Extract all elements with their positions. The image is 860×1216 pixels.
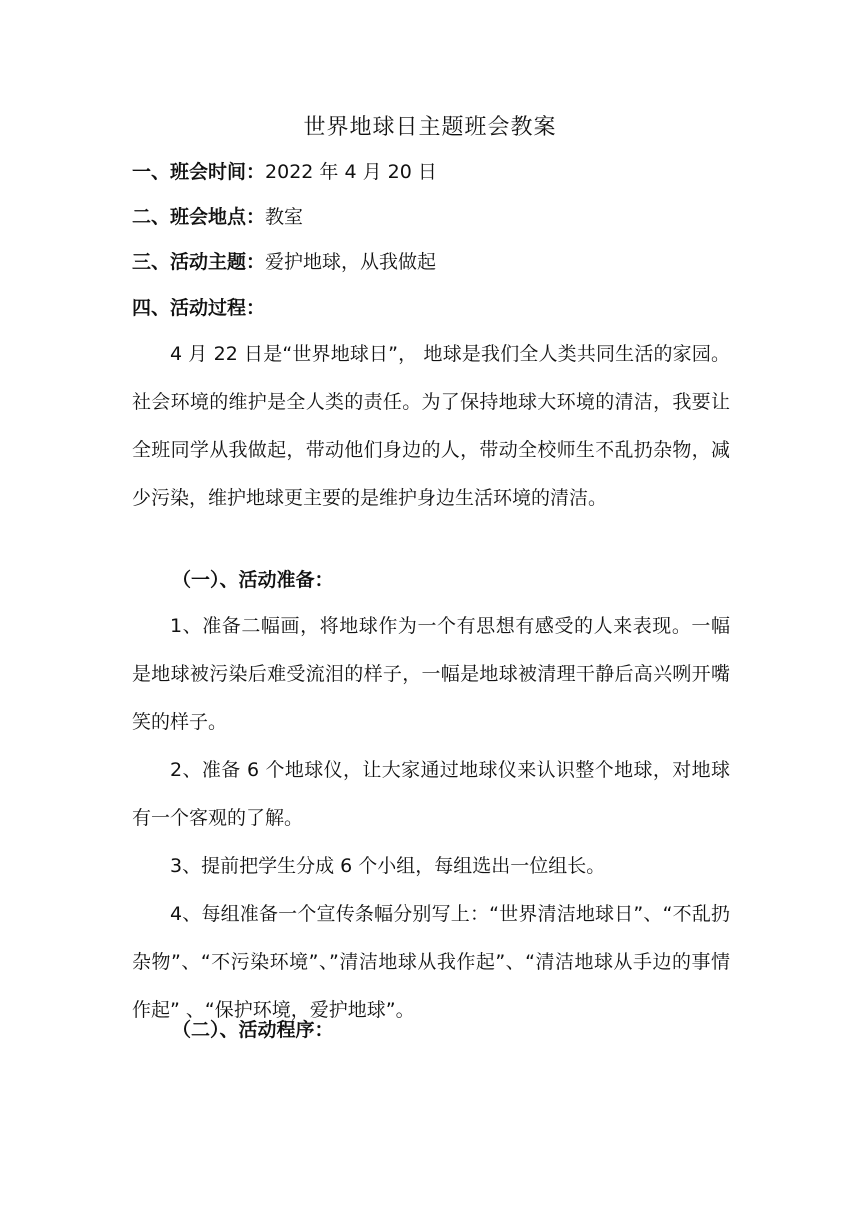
prep-item-1-text: 1、准备二幅画，将地球作为一个有思想有感受的人来表现。一幅是地球被污染后难受流泪的样子，一幅是地球被清理干静后高兴咧开嘴笑的样子。 [132,615,730,733]
info-label-process: 四、活动过程： [132,297,266,319]
info-value-time: 2022 年 4 月 20 日 [265,161,437,183]
prep-item-1 [132,602,730,746]
info-value-theme: 爱护地球，从我做起 [265,251,437,273]
prep-item-3-text: 3、提前把学生分成 6 个小组，每组选出一位组长。 [170,855,606,877]
prep-item-4 [132,890,730,1034]
info-value-place: 教室 [265,206,304,228]
prep-item-3 [132,842,730,890]
info-line-process [132,294,265,322]
prep-item-2 [132,746,730,842]
intro-paragraph [132,330,730,522]
section-heading-procedure: （二）、活动程序： [172,1019,334,1041]
info-line-time [132,158,437,186]
info-label-place: 二、班会地点： [132,206,266,228]
document-title: 世界地球日主题班会教案 [303,115,557,140]
prep-item-2-text: 2、准备 6 个地球仪，让大家通过地球仪来认识整个地球，对地球有一个客观的了解。 [132,759,730,829]
info-label-time: 一、班会时间： [132,161,266,183]
info-line-place [132,203,303,231]
intro-text: 4 月 22 日是“世界地球日”， 地球是我们全人类共同生活的家园。社会环境的维护是全人类的责任。为了保持地球大环境的清洁，我要让全班同学从我做起，带动他们身边的人，带动全校师生不乱扔杂物，减少污染，维护地球更主要的是维护身边生活环境的清洁。 [132,343,730,509]
info-label-theme: 三、活动主题： [132,251,266,273]
prep-item-4-text: 4、每组准备一个宣传条幅分别写上：“世界清洁地球日”、“不乱扔杂物”、“不污染环境”、”清洁地球从我作起”、“清洁地球从手边的事情作起” 、“保护环境，爱护地球”。 [132,903,730,1021]
info-line-theme [132,248,436,276]
section-heading-preparation: （一）、活动准备： [172,569,334,591]
